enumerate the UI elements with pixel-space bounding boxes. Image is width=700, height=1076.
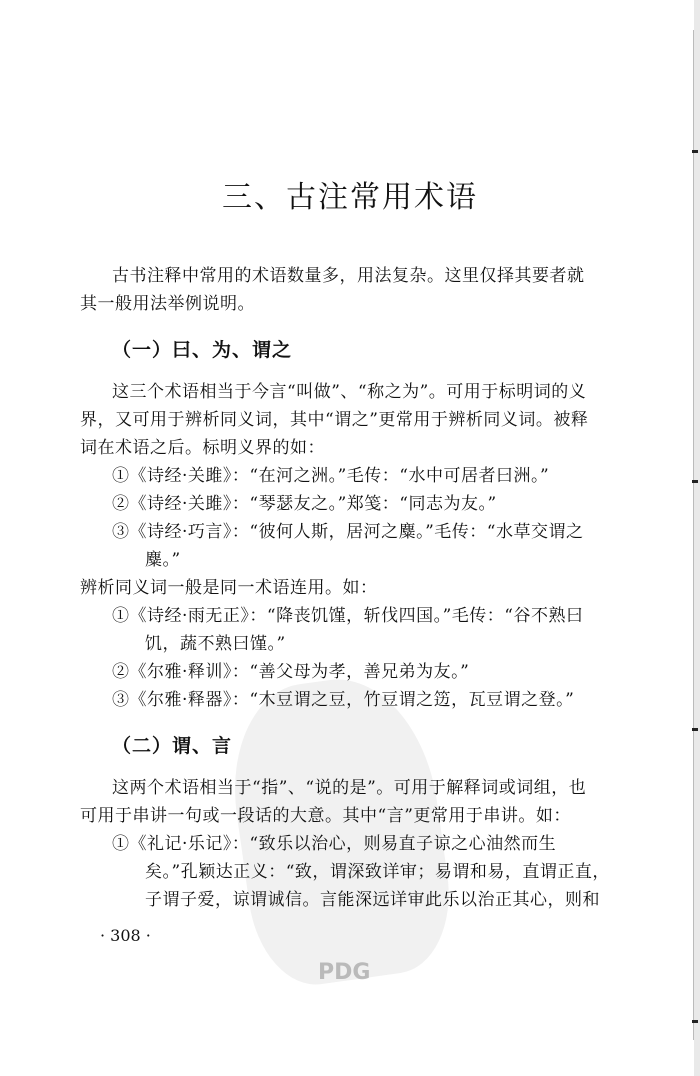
subsection-heading: （二）谓、言 <box>112 735 233 757</box>
page-edge <box>694 0 700 1076</box>
example-line: ①《诗经·雨无正》：“降丧饥馑，斩伐四国。”毛传：“谷不熟曰 <box>112 606 584 626</box>
watermark-text: PDG <box>318 960 371 985</box>
example-line: ①《礼记·乐记》：“致乐以治心，则易直子谅之心油然而生 <box>112 834 557 854</box>
paragraph-line: 这两个术语相当于“指”、“说的是”。可用于解释词或词组，也 <box>112 778 587 798</box>
paragraph-line: 辨析同义词一般是同一术语连用。如： <box>80 578 378 598</box>
paragraph-line: 可用于串讲一句或一段话的大意。其中“言”更常用于串讲。如： <box>80 806 571 826</box>
example-line: 矣。”孔颖达正义：“致，谓深致详审；易谓和易，直谓正直， <box>145 862 610 882</box>
edge-tick <box>692 1020 698 1023</box>
section-title: 三、古注常用术语 <box>222 180 478 215</box>
page-edge-line <box>693 30 694 1040</box>
subsection-heading: （一）曰、为、谓之 <box>112 339 293 361</box>
edge-tick <box>692 728 698 731</box>
paragraph-line: 词在术语之后。标明义界的如： <box>80 438 325 458</box>
paragraph-line: 这三个术语相当于今言“叫做”、“称之为”。可用于标明词的义 <box>112 382 587 402</box>
example-line: 麋。” <box>145 550 181 570</box>
example-line: ②《诗经·关雎》：“琴瑟友之。”郑笺：“同志为友。” <box>112 494 497 514</box>
example-line: ③《诗经·巧言》：“彼何人斯，居河之麋。”毛传：“水草交谓之 <box>112 522 584 542</box>
paragraph-line: 界，又可用于辨析同义词，其中“谓之”更常用于辨析同义词。被释 <box>80 410 589 430</box>
edge-tick <box>692 480 698 483</box>
edge-tick <box>692 150 698 153</box>
paragraph-line: 古书注释中常用的术语数量多，用法复杂。这里仅择其要者就 <box>112 266 585 286</box>
page-number: · 308 · <box>100 926 151 945</box>
watermark-seal <box>220 668 460 993</box>
example-line: 子谓子爱，谅谓诚信。言能深远详审此乐以治正其心，则和 <box>145 890 600 910</box>
example-line: ②《尔雅·释训》：“善父母为孝，善兄弟为友。” <box>112 662 470 682</box>
example-line: ③《尔雅·释器》：“木豆谓之豆，竹豆谓之笾，瓦豆谓之登。” <box>112 690 575 710</box>
example-line: 饥，蔬不熟曰馑。” <box>145 634 286 654</box>
paragraph-line: 其一般用法举例说明。 <box>80 294 255 314</box>
example-line: ①《诗经·关雎》：“在河之洲。”毛传：“水中可居者曰洲。” <box>112 466 550 486</box>
